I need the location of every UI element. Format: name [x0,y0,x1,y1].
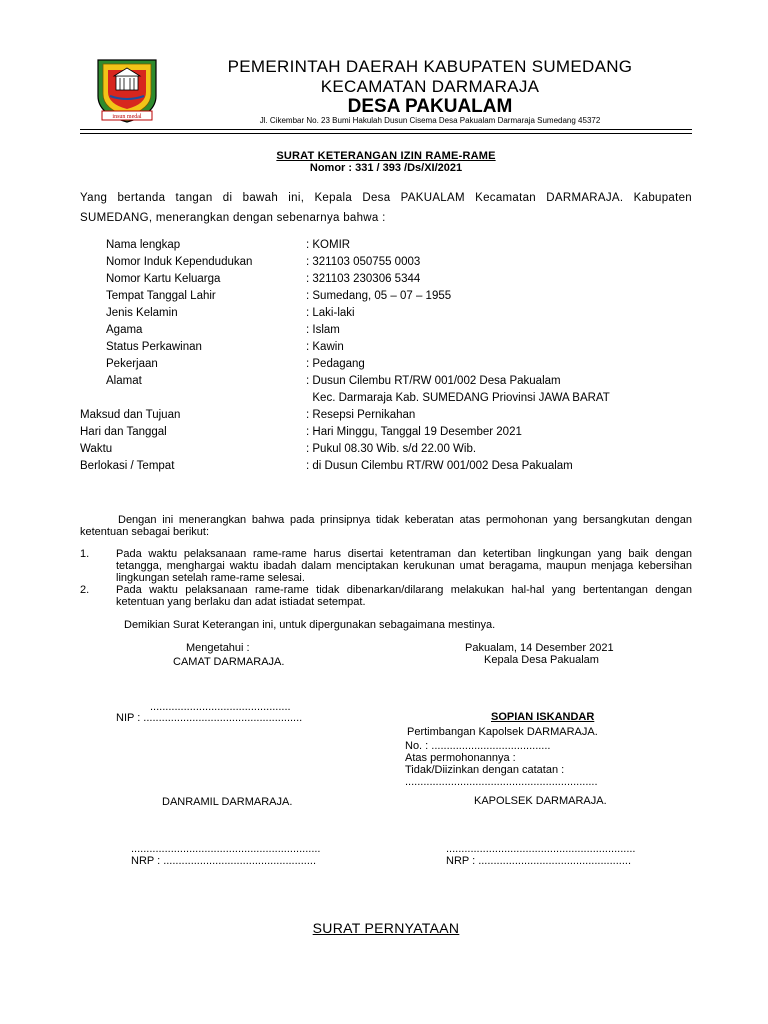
condition-text-2: Pada waktu pelaksanaan rame-rame tidak dibenarkan/dilarang melakukan hal-hal yang bertentangan dengan ketentuan yang berlaku dan adat istiadat setempat. [116,584,692,608]
kapolsek-number: No. : ....................................... [405,740,551,752]
surat-pernyataan-title: SURAT PERNYATAAN [312,920,460,936]
detail-row: Jenis Kelamin : Laki-laki [106,307,355,319]
svg-text:insun medal: insun medal [112,114,142,120]
detail-row: Tempat Tanggal Lahir : Sumedang, 05 – 07 – 1955 [106,290,452,302]
header-rule-thick [80,129,692,130]
kapolsek-title: KAPOLSEK DARMARAJA. [474,795,607,807]
camat-title: CAMAT DARMARAJA. [173,656,285,668]
detail-row: Alamat : Dusun Cilembu RT/RW 001/002 Desa Pakualam [106,375,561,387]
closing-sentence: Demikian Surat Keterangan ini, untuk dipergunakan sebagaimana mestinya. [124,619,496,631]
danramil-signature-line: .............................................................. [131,843,321,855]
header-government: PEMERINTAH DAERAH KABUPATEN SUMEDANG [227,57,633,76]
intro-paragraph: Yang bertanda tangan di bawah ini, Kepala Desa PAKUALAM Kecamatan DARMARAJA. Kabupaten SUMEDANG, menerangkan dengan sebenarnya bahwa : [80,192,692,224]
letter-title: SURAT KETERANGAN IZIN RAME-RAME [276,150,496,162]
camat-nip: NIP : .................................................... [116,712,303,724]
kapolsek-signature-line: .............................................................. [446,843,636,855]
kepala-desa-title: Kepala Desa Pakualam [484,654,599,666]
place-date: Pakualam, 14 Desember 2021 [465,642,614,654]
person-details [0,237,768,475]
detail-row: Maksud dan Tujuan : Resepsi Pernikahan [80,409,416,421]
header-village: DESA PAKUALAM [347,96,513,117]
header-address: Jl. Cikembar No. 23 Bumi Hakulah Dusun Cisema Desa Pakualam Darmaraja Sumedang 45372 [259,116,601,125]
sumedang-emblem-logo [94,56,160,124]
kapolsek-nrp: NRP : .................................................. [446,855,632,867]
detail-row: Nama lengkap : KOMIR [106,239,351,251]
camat-signature-line: .............................................. [150,701,291,713]
detail-row: Berlokasi / Tempat : di Dusun Cilembu RT/RW 001/002 Desa Pakualam [80,460,573,472]
detail-row: Hari dan Tanggal : Hari Minggu, Tanggal 19 Desember 2021 [80,426,522,438]
kapolsek-consideration: Pertimbangan Kapolsek DARMARAJA. [407,726,598,738]
detail-row: Nomor Kartu Keluarga : 321103 230306 5344 [106,273,421,285]
danramil-nrp: NRP : .................................................. [131,855,317,867]
kapolsek-notes-label: Tidak/Diizinkan dengan catatan : [405,764,565,776]
kepala-desa-name: SOPIAN ISKANDAR [491,711,595,723]
condition-text-1: Pada waktu pelaksanaan rame-rame harus disertai ketentraman dan ketertiban lingkungan yang baik dengan tetangga, menghargai waktu ibadah dalam menciptakan kerukunan umat beragama, maupun menjaga kebersihan lingkungan setelah rame-rame selesai. [116,548,692,584]
letter-number: Nomor : 331 / 393 /Ds/XI/2021 [309,162,463,174]
statement-paragraph: Dengan ini menerangkan bahwa pada prinsipnya tidak keberatan atas permohonan yang bersangkutan dengan ketentuan sebagai berikut: [80,514,692,538]
kapolsek-request: Atas permohonannya : [405,752,516,764]
kapolsek-notes-line: ............................................................... [405,776,598,788]
header-district: KECAMATAN DARMARAJA [320,77,540,96]
header-rule-thin [80,133,692,134]
condition-number-2: 2. [80,584,90,596]
detail-row: Status Perkawinan : Kawin [106,341,344,353]
detail-row: Kec. Darmaraja Kab. SUMEDANG Priovinsi JAWA BARAT [306,392,610,404]
detail-row: Pekerjaan : Pedagang [106,358,365,370]
danramil-title: DANRAMIL DARMARAJA. [162,796,293,808]
mengetahui-label: Mengetahui : [186,642,250,654]
condition-number-1: 1. [80,548,90,560]
detail-row: Waktu : Pukul 08.30 Wib. s/d 22.00 Wib. [80,443,477,455]
detail-row: Nomor Induk Kependudukan : 321103 050755 0003 [106,256,421,268]
detail-row: Agama : Islam [106,324,340,336]
